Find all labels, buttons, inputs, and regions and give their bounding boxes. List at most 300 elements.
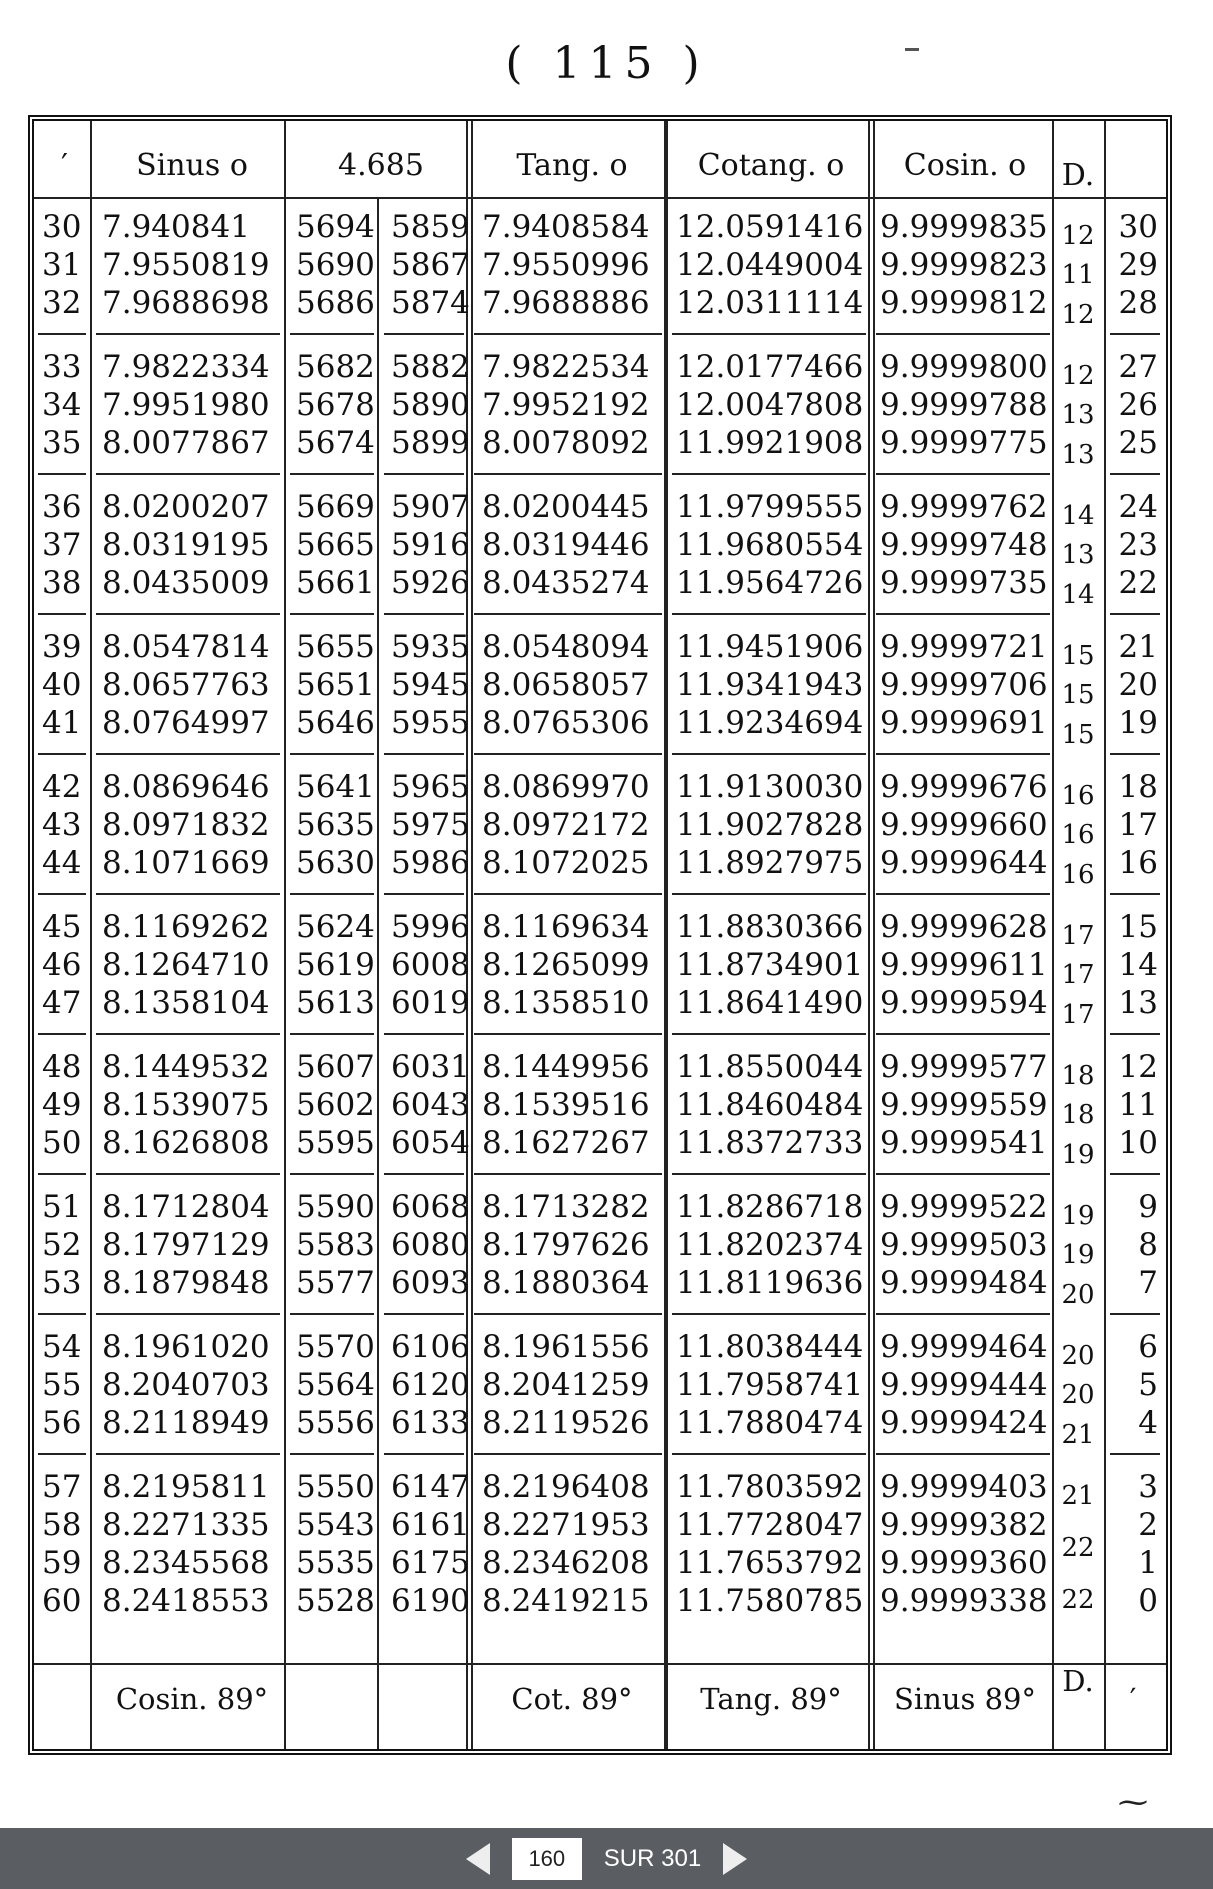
d-value: 19 [1061, 1240, 1095, 1271]
table-row [34, 908, 1166, 946]
table-row [34, 984, 1166, 1022]
cotangent-cell: 12.0591416 [676, 209, 864, 245]
cotangent-cell: 11.9341943 [676, 667, 864, 703]
group-separator [384, 893, 464, 895]
difference-cell: 5907 [391, 489, 470, 525]
sinus-cell: 8.0319195 [102, 527, 270, 563]
sinus-cell: 8.1358104 [102, 985, 270, 1021]
footer-rule [34, 1663, 1166, 1665]
row-group [34, 1041, 1166, 1169]
difference-cell: 6054 [391, 1125, 470, 1161]
table-row [34, 946, 1166, 984]
group-separator [876, 333, 1050, 335]
tangent-cell: 8.0765306 [482, 705, 650, 741]
group-separator [384, 1173, 464, 1175]
tangent-cell: 7.9408584 [482, 209, 650, 245]
cosine-cell: 9.9999611 [880, 947, 1048, 983]
cosine-cell: 9.9999360 [880, 1545, 1048, 1581]
difference-cell: 5945 [391, 667, 470, 703]
difference-cell: 5926 [391, 565, 470, 601]
cotangent-cell: 11.8202374 [676, 1227, 864, 1263]
group-separator [290, 333, 374, 335]
difference-cell: 5955 [391, 705, 470, 741]
cosine-cell: 9.9999800 [880, 349, 1048, 385]
cosine-cell: 9.9999823 [880, 247, 1048, 283]
table-row [34, 208, 1166, 246]
difference-cell: 5686 [296, 285, 375, 321]
d-value: 17 [1061, 999, 1095, 1030]
table-row [34, 284, 1166, 322]
minute-cell: 60 [42, 1583, 82, 1619]
footer-minute: ′ [1129, 1682, 1137, 1716]
cosine-cell: 9.9999628 [880, 909, 1048, 945]
minute-cell: 35 [42, 425, 82, 461]
minute-right-cell: 21 [1118, 629, 1158, 665]
sinus-cell: 8.1626808 [102, 1125, 270, 1161]
cotangent-cell: 11.8830366 [676, 909, 864, 945]
group-separator [38, 1173, 86, 1175]
cosine-cell: 9.9999503 [880, 1227, 1048, 1263]
cotangent-cell: 11.7580785 [676, 1583, 864, 1619]
tangent-cell: 8.2419215 [482, 1583, 650, 1619]
group-separator [474, 753, 662, 755]
d-value: 14 [1061, 501, 1095, 531]
minute-right-cell: 4 [1138, 1405, 1158, 1441]
difference-cell: 5613 [296, 985, 375, 1021]
table-row [34, 1404, 1166, 1442]
group-separator [384, 1453, 464, 1455]
group-separator [38, 473, 86, 475]
sinus-cell: 8.0971832 [102, 807, 270, 843]
cotangent-cell: 11.7880474 [676, 1405, 864, 1441]
sinus-cell: 8.0435009 [102, 565, 270, 601]
cotangent-cell: 11.8372733 [676, 1125, 864, 1161]
header-cotang: Cotang. o [697, 147, 845, 183]
d-value: 12 [1061, 221, 1095, 251]
difference-cell: 5646 [296, 705, 375, 741]
difference-cell: 5528 [296, 1583, 375, 1619]
difference-cell: 5577 [296, 1265, 375, 1301]
tangent-cell: 8.1169634 [482, 909, 650, 945]
cotangent-cell: 11.9451906 [676, 629, 864, 665]
minute-cell: 56 [42, 1405, 82, 1441]
minute-right-cell: 9 [1138, 1189, 1158, 1225]
table-row [34, 1366, 1166, 1404]
cosine-cell: 9.9999735 [880, 565, 1048, 601]
minute-cell: 45 [42, 909, 82, 945]
tangent-cell: 8.1358510 [482, 985, 650, 1021]
difference-cell: 6175 [391, 1545, 470, 1581]
group-separator [1110, 1033, 1160, 1035]
cotangent-cell: 11.8734901 [676, 947, 864, 983]
d-value: 20 [1061, 1341, 1095, 1371]
page-count-label: SUR 301 [603, 1844, 702, 1872]
footer-cosin: Cosin. 89° [115, 1682, 269, 1716]
group-separator [1110, 613, 1160, 615]
cotangent-cell: 11.7653792 [676, 1545, 864, 1581]
d-value: 19 [1061, 1201, 1095, 1231]
group-separator [384, 1313, 464, 1315]
difference-cell: 5543 [296, 1507, 375, 1543]
cosine-cell: 9.9999541 [880, 1125, 1048, 1161]
tangent-cell: 7.9822534 [482, 349, 650, 385]
cosine-cell: 9.9999835 [880, 209, 1048, 245]
group-separator [384, 333, 464, 335]
group-separator [876, 753, 1050, 755]
minute-cell: 54 [42, 1329, 82, 1365]
sinus-cell: 7.9822334 [102, 349, 270, 385]
sinus-cell: 7.940841 [102, 209, 250, 245]
minute-right-cell: 19 [1118, 705, 1158, 741]
cotangent-cell: 11.8038444 [676, 1329, 864, 1365]
tangent-cell: 8.1627267 [482, 1125, 650, 1161]
minute-right-cell: 20 [1118, 667, 1158, 703]
table-row [34, 1264, 1166, 1302]
cotangent-cell: 11.8641490 [676, 985, 864, 1021]
d-value: 13 [1061, 439, 1095, 470]
header-d: D. [1061, 157, 1095, 193]
difference-cell: 5556 [296, 1405, 375, 1441]
minute-right-cell: 3 [1138, 1469, 1158, 1505]
difference-cell: 5690 [296, 247, 375, 283]
tangent-cell: 8.2271953 [482, 1507, 650, 1543]
tangent-cell: 8.0200445 [482, 489, 650, 525]
difference-cell: 6019 [391, 985, 470, 1021]
header-minute-right [1108, 135, 1158, 195]
minute-cell: 50 [42, 1125, 82, 1161]
cosine-cell: 9.9999775 [880, 425, 1048, 461]
tangent-cell: 8.0548094 [482, 629, 650, 665]
difference-cell: 5535 [296, 1545, 375, 1581]
difference-cell: 6106 [391, 1329, 470, 1365]
cosine-cell: 9.9999812 [880, 285, 1048, 321]
minute-right-cell: 25 [1118, 425, 1158, 461]
tangent-cell: 8.0658057 [482, 667, 650, 703]
difference-cell: 5665 [296, 527, 375, 563]
cotangent-cell: 11.8119636 [676, 1265, 864, 1301]
group-separator [384, 613, 464, 615]
group-separator [672, 473, 866, 475]
minute-right-cell: 28 [1118, 285, 1158, 321]
difference-cell: 5916 [391, 527, 470, 563]
cotangent-cell: 11.9680554 [676, 527, 864, 563]
minute-right-cell: 29 [1118, 247, 1158, 283]
group-separator [474, 1173, 662, 1175]
sinus-cell: 8.1264710 [102, 947, 270, 983]
cotangent-cell: 12.0047808 [676, 387, 864, 423]
minute-right-cell: 2 [1138, 1507, 1158, 1543]
minute-right-cell: 0 [1138, 1583, 1158, 1619]
sinus-cell: 8.1071669 [102, 845, 270, 881]
difference-cell: 6120 [391, 1367, 470, 1403]
header-difference: 4.685 [338, 147, 424, 183]
difference-cell: 5641 [296, 769, 375, 805]
sinus-cell: 7.9688698 [102, 285, 270, 321]
group-separator [1110, 893, 1160, 895]
cosine-cell: 9.9999444 [880, 1367, 1048, 1403]
cosine-cell: 9.9999484 [880, 1265, 1048, 1301]
table-row [34, 1506, 1166, 1544]
group-separator [38, 1453, 86, 1455]
table-row [34, 348, 1166, 386]
d-value: 13 [1061, 540, 1095, 571]
difference-cell: 5619 [296, 947, 375, 983]
triangle-left-icon[interactable] [466, 1843, 490, 1875]
difference-cell: 6190 [391, 1583, 470, 1619]
difference-cell: 5965 [391, 769, 470, 805]
minute-right-cell: 17 [1118, 807, 1158, 843]
cotangent-cell: 11.8460484 [676, 1087, 864, 1123]
group-separator [96, 1313, 280, 1315]
minute-cell: 30 [42, 209, 82, 245]
tangent-cell: 8.0972172 [482, 807, 650, 843]
difference-cell: 5678 [296, 387, 375, 423]
difference-cell: 6043 [391, 1087, 470, 1123]
cotangent-cell: 11.9234694 [676, 705, 864, 741]
table-row [34, 1188, 1166, 1226]
d-value: 17 [1061, 921, 1095, 951]
group-separator [96, 333, 280, 335]
row-group [34, 761, 1166, 889]
triangle-right-icon[interactable] [723, 1843, 747, 1875]
table-row [34, 386, 1166, 424]
sinus-cell: 8.0077867 [102, 425, 270, 461]
minute-cell: 46 [42, 947, 82, 983]
d-value: 22 [1061, 1585, 1095, 1615]
table-row [34, 526, 1166, 564]
d-value: 13 [1061, 400, 1095, 431]
minute-right-cell: 10 [1118, 1125, 1158, 1161]
group-separator [876, 473, 1050, 475]
sinus-cell: 8.1961020 [102, 1329, 270, 1365]
difference-cell: 6161 [391, 1507, 470, 1543]
group-separator [290, 753, 374, 755]
table-row [34, 768, 1166, 806]
cotangent-cell: 11.7803592 [676, 1469, 864, 1505]
group-separator [474, 1453, 662, 1455]
minute-cell: 31 [42, 247, 82, 283]
sinus-cell: 8.2195811 [102, 1469, 270, 1505]
table-row [34, 1048, 1166, 1086]
sinus-cell: 8.1797129 [102, 1227, 270, 1263]
cosine-cell: 9.9999748 [880, 527, 1048, 563]
tangent-cell: 8.2346208 [482, 1545, 650, 1581]
minute-right-cell: 7 [1138, 1265, 1158, 1301]
tangent-cell: 8.1539516 [482, 1087, 650, 1123]
group-separator [38, 333, 86, 335]
group-separator [290, 1033, 374, 1035]
table-row [34, 1328, 1166, 1366]
group-separator [672, 1453, 866, 1455]
difference-cell: 5624 [296, 909, 375, 945]
cosine-cell: 9.9999691 [880, 705, 1048, 741]
minute-cell: 42 [42, 769, 82, 805]
row-group [34, 1461, 1166, 1627]
minute-cell: 47 [42, 985, 82, 1021]
table-row [34, 488, 1166, 526]
cosine-cell: 9.9999522 [880, 1189, 1048, 1225]
group-separator [384, 753, 464, 755]
difference-cell: 6093 [391, 1265, 470, 1301]
cotangent-cell: 11.9799555 [676, 489, 864, 525]
tangent-cell: 8.2196408 [482, 1469, 650, 1505]
sinus-cell: 8.0764997 [102, 705, 270, 741]
table-row [34, 1226, 1166, 1264]
group-separator [290, 1173, 374, 1175]
cosine-cell: 9.9999577 [880, 1049, 1048, 1085]
table-row [34, 628, 1166, 666]
minute-right-cell: 30 [1118, 209, 1158, 245]
tangent-cell: 8.1265099 [482, 947, 650, 983]
difference-cell: 5674 [296, 425, 375, 461]
d-value: 12 [1061, 299, 1095, 330]
d-value: 20 [1061, 1279, 1095, 1310]
sinus-cell: 7.9951980 [102, 387, 270, 423]
sinus-cell: 8.0547814 [102, 629, 270, 665]
group-separator [38, 613, 86, 615]
minute-right-cell: 6 [1138, 1329, 1158, 1365]
group-separator [38, 753, 86, 755]
minute-cell: 37 [42, 527, 82, 563]
minute-right-cell: 23 [1118, 527, 1158, 563]
group-separator [38, 1313, 86, 1315]
group-separator [96, 1033, 280, 1035]
table-row [34, 1544, 1166, 1582]
difference-cell: 5882 [391, 349, 470, 385]
group-separator [1110, 1313, 1160, 1315]
group-separator [672, 333, 866, 335]
tangent-cell: 8.0078092 [482, 425, 650, 461]
group-separator [1110, 1453, 1160, 1455]
minute-cell: 40 [42, 667, 82, 703]
cotangent-cell: 11.7728047 [676, 1507, 864, 1543]
group-separator [96, 473, 280, 475]
d-value: 22 [1061, 1533, 1095, 1563]
tangent-cell: 8.1797626 [482, 1227, 650, 1263]
tangent-cell: 8.0869970 [482, 769, 650, 805]
minute-right-cell: 12 [1118, 1049, 1158, 1085]
sinus-cell: 8.0657763 [102, 667, 270, 703]
minute-right-cell: 14 [1118, 947, 1158, 983]
difference-cell: 5583 [296, 1227, 375, 1263]
sinus-cell: 8.2271335 [102, 1507, 270, 1543]
difference-cell: 5651 [296, 667, 375, 703]
group-separator [96, 753, 280, 755]
table-row [34, 806, 1166, 844]
difference-cell: 6068 [391, 1189, 470, 1225]
sinus-cell: 8.1712804 [102, 1189, 270, 1225]
tangent-cell: 8.2119526 [482, 1405, 650, 1441]
minute-right-cell: 5 [1138, 1367, 1158, 1403]
d-value: 11 [1061, 260, 1095, 291]
row-group [34, 901, 1166, 1029]
difference-cell: 6080 [391, 1227, 470, 1263]
sinus-cell: 8.0869646 [102, 769, 270, 805]
difference-cell: 5682 [296, 349, 375, 385]
difference-cell: 5570 [296, 1329, 375, 1365]
minute-cell: 58 [42, 1507, 82, 1543]
table-row [34, 844, 1166, 882]
minute-cell: 38 [42, 565, 82, 601]
difference-cell: 5859 [391, 209, 470, 245]
cosine-cell: 9.9999676 [880, 769, 1048, 805]
cosine-cell: 9.9999424 [880, 1405, 1048, 1441]
minute-cell: 41 [42, 705, 82, 741]
cotangent-cell: 11.9130030 [676, 769, 864, 805]
tangent-cell: 8.0319446 [482, 527, 650, 563]
sinus-cell: 8.2040703 [102, 1367, 270, 1403]
table-row [34, 1582, 1166, 1620]
group-separator [474, 473, 662, 475]
page-navigator [0, 1828, 1213, 1889]
group-separator [672, 613, 866, 615]
cosine-cell: 9.9999559 [880, 1087, 1048, 1123]
difference-cell: 5986 [391, 845, 470, 881]
difference-cell: 6008 [391, 947, 470, 983]
d-value: 18 [1061, 1061, 1095, 1091]
cosine-cell: 9.9999594 [880, 985, 1048, 1021]
difference-cell: 5669 [296, 489, 375, 525]
d-value: 16 [1061, 820, 1095, 851]
minute-right-cell: 27 [1118, 349, 1158, 385]
tangent-cell: 7.9688886 [482, 285, 650, 321]
difference-cell: 5590 [296, 1189, 375, 1225]
footer-d: D. [1062, 1664, 1094, 1698]
sinus-cell: 8.0200207 [102, 489, 270, 525]
group-separator [96, 613, 280, 615]
group-separator [876, 1453, 1050, 1455]
group-separator [290, 893, 374, 895]
difference-cell: 5874 [391, 285, 470, 321]
d-value: 20 [1061, 1380, 1095, 1411]
table-row [34, 666, 1166, 704]
row-group [34, 201, 1166, 329]
minute-cell: 44 [42, 845, 82, 881]
cotangent-cell: 11.9921908 [676, 425, 864, 461]
group-separator [290, 1313, 374, 1315]
minute-cell: 52 [42, 1227, 82, 1263]
group-separator [290, 473, 374, 475]
difference-cell: 5607 [296, 1049, 375, 1085]
page-number-input[interactable] [512, 1838, 582, 1880]
difference-cell: 5867 [391, 247, 470, 283]
sinus-cell: 8.2418553 [102, 1583, 270, 1619]
minute-right-cell: 22 [1118, 565, 1158, 601]
cotangent-cell: 12.0311114 [676, 285, 864, 321]
minute-cell: 33 [42, 349, 82, 385]
d-value: 16 [1061, 781, 1095, 811]
minute-cell: 49 [42, 1087, 82, 1123]
minute-right-cell: 8 [1138, 1227, 1158, 1263]
minute-cell: 48 [42, 1049, 82, 1085]
group-separator [474, 893, 662, 895]
table-row [34, 704, 1166, 742]
minute-cell: 36 [42, 489, 82, 525]
group-separator [290, 613, 374, 615]
d-value: 18 [1061, 1100, 1095, 1131]
table-row [34, 246, 1166, 284]
table-row [34, 564, 1166, 602]
cotangent-cell: 11.8927975 [676, 845, 864, 881]
d-value: 16 [1061, 859, 1095, 890]
d-value: 12 [1061, 361, 1095, 391]
header-sinus: Sinus o [136, 147, 248, 183]
tangent-cell: 8.1713282 [482, 1189, 650, 1225]
minute-cell: 59 [42, 1545, 82, 1581]
page-number: ( 115 ) [505, 38, 708, 89]
group-separator [474, 1033, 662, 1035]
footer-tang: Tang. 89° [700, 1682, 842, 1716]
